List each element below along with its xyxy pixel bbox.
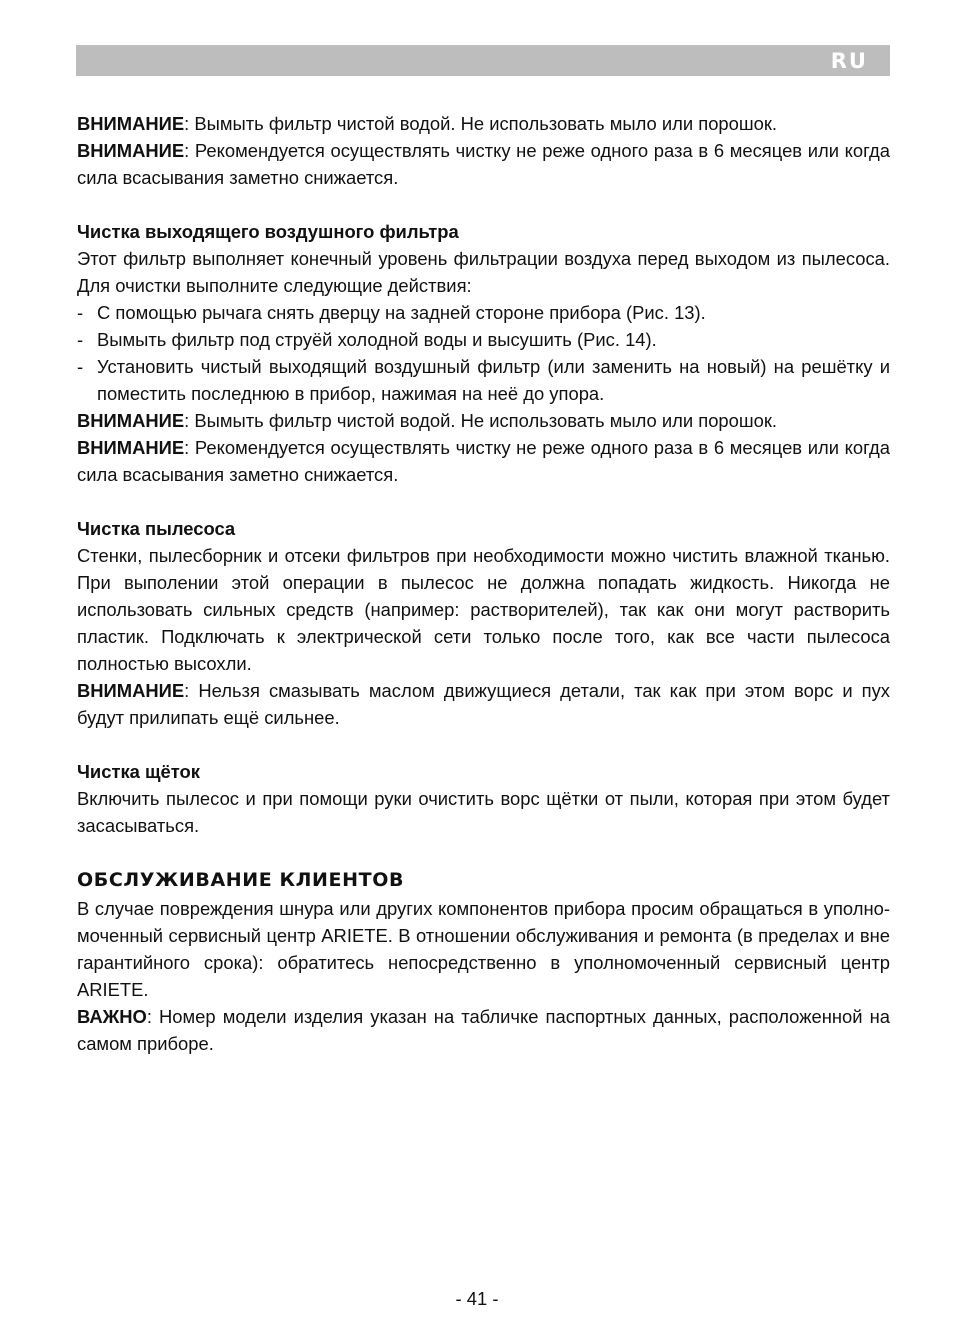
important-text: : Номер модели изделия указан на табличке паспортных данных, расположенной на самом приборе. <box>77 1006 890 1054</box>
section-heading-exhaust-filter: Чистка выходящего воздушного фильтра <box>77 221 459 242</box>
warning-text: : Вымыть фильтр чистой водой. Не использовать мыло или порошок. <box>184 113 778 134</box>
section-heading-vacuum-cleaning: Чистка пылесоса <box>77 518 236 539</box>
warning-label: ВНИМАНИЕ <box>77 410 185 431</box>
warning-label: ВНИМАНИЕ <box>77 140 185 161</box>
paragraph-exhaust-intro: Этот фильтр выполняет конечный уровень фильтрации воздуха перед выходом из пылесоса. Для очистки выполните следующие действия: <box>77 248 890 296</box>
spacer <box>77 839 890 863</box>
list-item: - С помощью рычага снять дверцу на задней стороне прибора (Рис. 13). <box>77 302 706 323</box>
paragraph-brush-cleaning: Включить пылесос и при помощи руки очистить ворс щётки от пыли, которая при этом будет засасываться. <box>77 788 890 836</box>
warning-text: : Вымыть фильтр чистой водой. Не использовать мыло или порошок. <box>184 410 778 431</box>
warning-label: ВНИМАНИЕ <box>77 113 185 134</box>
language-code: RU <box>830 49 868 73</box>
section-heading-brush-cleaning: Чистка щёток <box>77 761 200 782</box>
warning-text: : Рекомендуется осуществлять чистку не реже одного раза в 6 месяцев или когда сила всасывания заметно снижается. <box>77 437 890 485</box>
warning-label: ВНИМАНИЕ <box>77 437 185 458</box>
spacer <box>77 191 890 218</box>
list-item-text: Установить чистый выходящий воздушный фильтр (или заменить на новый) на решётку и поместить последнюю в прибор, нажимая на неё до упора. <box>97 356 890 404</box>
list-item-text: С помощью рычага снять дверцу на задней стороне прибора (Рис. 13). <box>97 302 706 323</box>
warning-paragraph <box>77 137 890 191</box>
list-item-text: Вымыть фильтр под струёй холодной воды и высушить (Рис. 14). <box>97 329 657 350</box>
steps-list <box>77 299 890 407</box>
spacer <box>77 488 890 515</box>
warning-paragraph <box>77 677 890 731</box>
list-item: - Установить чистый выходящий воздушный фильтр (или заменить на новый) на решётку и поместить последнюю в прибор, нажимая на неё до упора. <box>77 356 890 404</box>
list-item: - Вымыть фильтр под струёй холодной воды и высушить (Рис. 14). <box>77 329 657 350</box>
warning-text: : Нельзя смазывать маслом движущиеся детали, так как при этом ворс и пух будут прилипать ещё сильнее. <box>77 680 890 728</box>
warning-label: ВНИМАНИЕ <box>77 680 185 701</box>
paragraph-customer-service: В случае повреждения шнура или других компонентов прибора просим обращаться в уполно-моченный сервисный центр ARIETE. В отношении обслуживания и ремонта (в пределах и вне гарантийного срока): обратитесь непосредственно в уполномоченный сервисный центр ARIETE. <box>77 898 890 1000</box>
paragraph-vacuum-cleaning: Стенки, пылесборник и отсеки фильтров при необходимости можно чистить влажной тканью. При выполении этой операции в пылесос не должна попадать жидкость. Никогда не использовать сильных средств (например: растворителей), так как они могут растворить пластик. Подключать к электрической сети только после того, как все части пылесоса полностью высохли. <box>77 545 890 674</box>
spacer <box>77 731 890 758</box>
important-paragraph <box>77 1003 890 1057</box>
page-number: - 41 - <box>455 1288 499 1309</box>
warning-paragraph <box>77 407 890 434</box>
important-label: ВАЖНО <box>77 1006 147 1027</box>
language-header-bar <box>76 45 890 76</box>
page-content <box>77 110 890 1057</box>
section-title-customer-service: ОБСЛУЖИВАНИЕ КЛИЕНТОВ <box>77 869 405 891</box>
warning-text: : Рекомендуется осуществлять чистку не реже одного раза в 6 месяцев или когда сила всасывания заметно снижается. <box>77 140 890 188</box>
warning-paragraph <box>77 110 890 137</box>
warning-paragraph <box>77 434 890 488</box>
